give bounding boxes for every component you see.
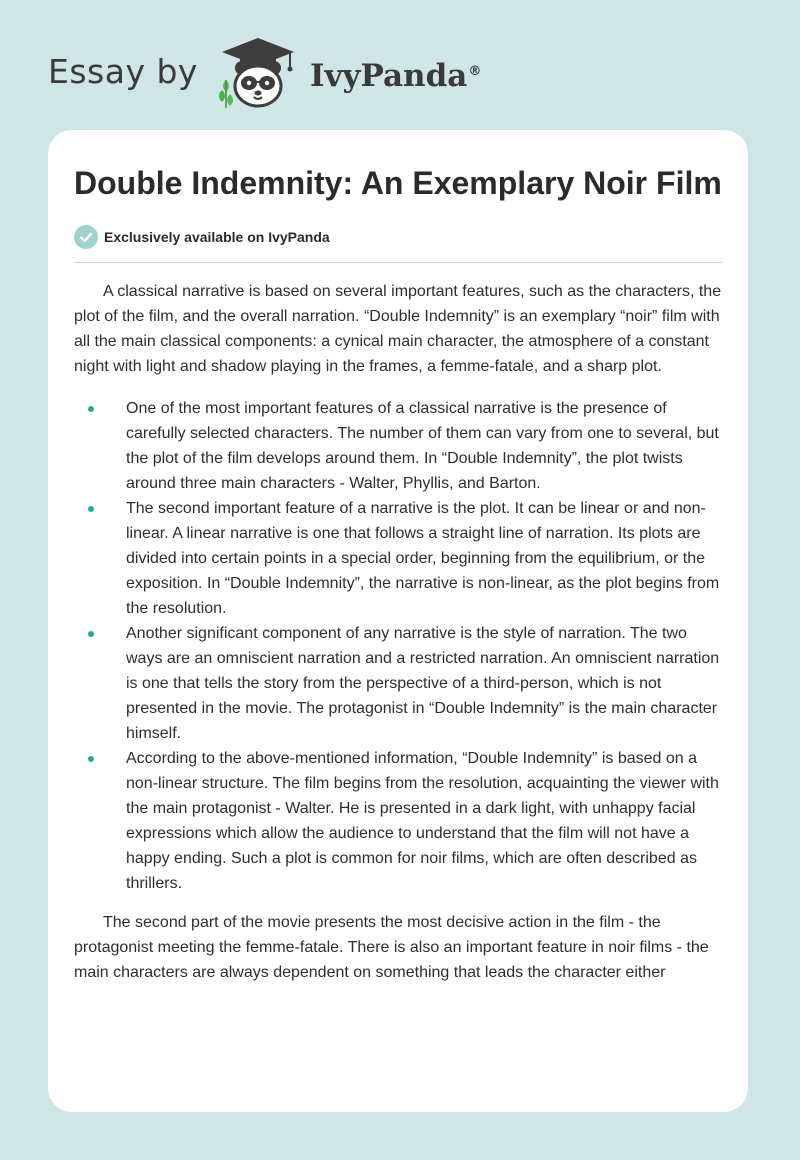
exclusive-badge <box>74 224 722 250</box>
list-item: According to the above-mentioned information, “Double Indemnity” is based on a non-linear structure. The film begins from the resolution, acquainting the viewer with the main protagonist - Walter. He is presented in a dark light, with unhappy facial expressions which allow the audience to understand that the film will not have a happy ending. Such a plot is common for noir films, which are often described as thrillers. <box>126 746 722 896</box>
site-logo[interactable] <box>48 36 481 110</box>
list-item: The second important feature of a narrative is the plot. It can be linear or and non-linear. A linear narrative is one that follows a straight line of narration. Its plots are divided into certain points in a special order, beginning from the equilibrium, or the exposition. In “Double Indemnity”, the narrative is non-linear, as the plot begins from the resolution. <box>126 496 722 621</box>
essay-title: Double Indemnity: An Exemplary Noir Film <box>74 165 722 201</box>
bullet-dot-icon <box>88 631 94 637</box>
essay-by-label: Essay by <box>48 51 198 91</box>
closing-paragraph: The second part of the movie presents the most decisive action in the film - the protagonist meeting the femme-fatale. There is also an important feature in noir films - the main characters are always dependent on something that leads the character either <box>74 914 709 981</box>
list-item: Another significant component of any narrative is the style of narration. The two ways are an omniscient narration and a restricted narration. An omniscient narration is one that tells the story from the perspective of a third-person, which is not presented in the movie. The protagonist in “Double Indemnity” is the main character himself. <box>126 621 722 746</box>
bullet-dot-icon <box>88 406 94 412</box>
intro-paragraph: A classical narrative is based on several important features, such as the characters, the plot of the film, and the overall narration. “Double Indemnity” is an exemplary “noir” film with all the main classical components: a cynical main character, the atmosphere of a constant night with light and shadow playing in the frames, a femme-fatale, and a sharp plot. <box>74 283 722 375</box>
exclusive-label: Exclusively available on IvyPanda <box>104 229 330 245</box>
bullet-dot-icon <box>88 506 94 512</box>
bullet-list <box>74 396 722 896</box>
check-badge-icon <box>74 225 98 249</box>
panda-mascot-icon <box>212 36 304 110</box>
list-item: One of the most important features of a classical narrative is the presence of carefully selected characters. The number of them can vary from one to several, but the plot of the film develops around them. In “Double Indemnity”, the plot twists around three main characters - Walter, Phyllis, and Barton. <box>126 396 722 496</box>
bullet-dot-icon <box>88 756 94 762</box>
brand-name: IvyPanda® <box>309 58 482 94</box>
divider <box>74 262 722 263</box>
essay-card <box>48 130 748 1112</box>
